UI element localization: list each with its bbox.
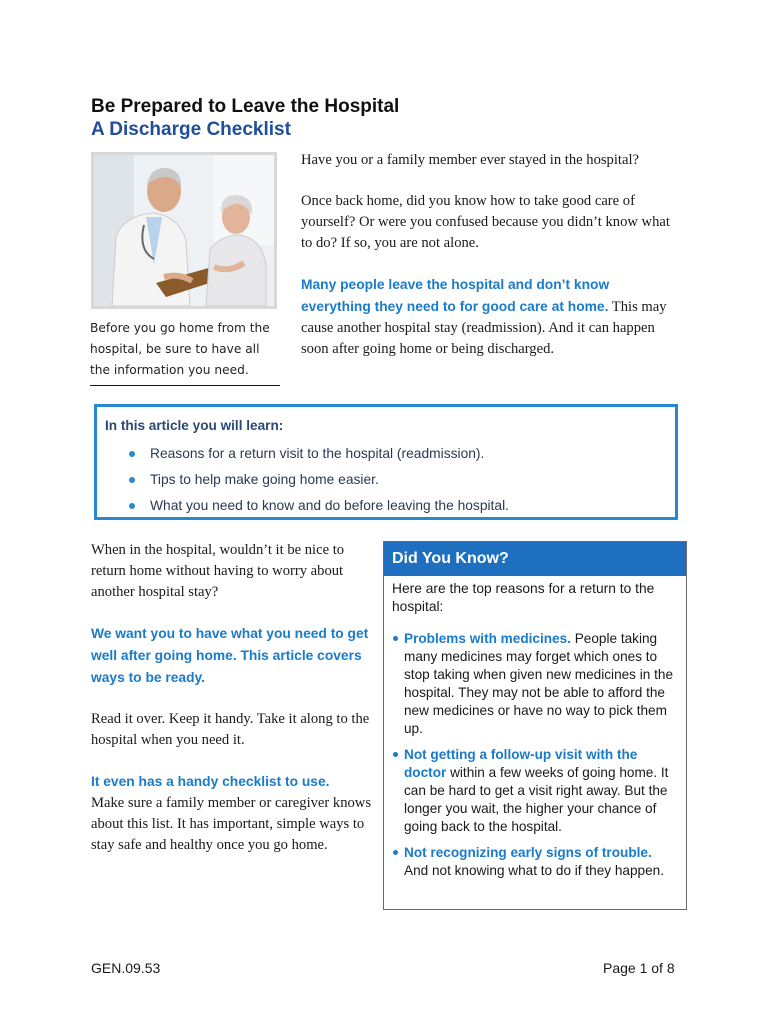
bullet-icon xyxy=(393,636,398,641)
learn-box-title: In this article you will learn: xyxy=(105,418,284,433)
bullet-icon xyxy=(129,503,135,509)
learn-item-text: Reasons for a return visit to the hospital (readmission). xyxy=(150,446,485,461)
page-number: Page 1 of 8 xyxy=(603,960,675,976)
learn-list-item xyxy=(105,441,667,467)
photo-illustration xyxy=(94,155,274,306)
did-you-know-list xyxy=(384,630,686,880)
left-paragraph-2 xyxy=(91,623,373,689)
did-you-know-item xyxy=(392,630,678,738)
reason-highlight: Problems with medicines. xyxy=(404,631,571,646)
reason-text: People taking many medicines may forget which ones to stop taking when given new medicines in the hospital. They may not be able to afford the new medicines or have no way to pick them up. xyxy=(404,631,674,736)
bullet-icon xyxy=(393,752,398,757)
learn-list-item xyxy=(105,467,667,493)
intro-highlight: Many people leave the hospital and don’t know everything they need to for good care at home. xyxy=(301,277,610,314)
document-title: Be Prepared to Leave the Hospital xyxy=(91,96,400,117)
left-paragraph-4-rest: Make sure a family member or caregiver knows about this list. It has important, simple ways to stay safe and healthy once you go home. xyxy=(91,795,372,853)
did-you-know-box xyxy=(383,541,687,910)
left-highlight-2: It even has a handy checklist to use. xyxy=(91,774,330,789)
reason-text: within a few weeks of going home. It can be hard to get a visit right away. But the longer you wait, the higher your chance of going back to the hospital. xyxy=(404,765,669,834)
intro-section xyxy=(301,150,681,360)
bullet-icon xyxy=(129,477,135,483)
reason-highlight: Not recognizing early signs of trouble. xyxy=(404,845,652,860)
reason-text: And not knowing what to do if they happen. xyxy=(404,863,664,878)
did-you-know-title: Did You Know? xyxy=(384,542,686,576)
intro-paragraph-3-rest: This may cause another hospital stay (readmission). And it can happen soon after going home or being discharged. xyxy=(301,299,667,357)
intro-paragraph-1: Have you or a family member ever stayed in the hospital? xyxy=(301,152,639,168)
document-code: GEN.09.53 xyxy=(91,960,161,976)
did-you-know-intro: Here are the top reasons for a return to the hospital: xyxy=(392,581,655,614)
document-subtitle: A Discharge Checklist xyxy=(91,119,291,140)
learn-list xyxy=(105,441,667,519)
did-you-know-item xyxy=(392,746,678,836)
left-paragraph-4 xyxy=(91,771,373,856)
left-column xyxy=(91,540,373,876)
left-paragraph-1: When in the hospital, wouldn’t it be nice to return home without having to worry about another hospital stay? xyxy=(91,542,345,600)
learn-list-item xyxy=(105,493,667,519)
learn-item-text: Tips to help make going home easier. xyxy=(150,472,379,487)
intro-paragraph-2: Once back home, did you know how to take good care of yourself? Or were you confused because you didn’t know what to do? If so, you are not alone. xyxy=(301,193,670,251)
did-you-know-item xyxy=(392,844,678,880)
bullet-icon xyxy=(393,850,398,855)
left-highlight-1: We want you to have what you need to get well after going home. This article covers ways to be ready. xyxy=(91,626,369,685)
left-paragraph-3: Read it over. Keep it handy. Take it along to the hospital when you need it. xyxy=(91,711,370,748)
learn-box xyxy=(94,404,678,520)
intro-paragraph-3 xyxy=(301,274,681,360)
photo-caption: Before you go home from the hospital, be sure to have all the information you need. xyxy=(90,318,280,386)
bullet-icon xyxy=(129,451,135,457)
doctor-patient-photo xyxy=(91,152,277,309)
learn-item-text: What you need to know and do before leaving the hospital. xyxy=(150,498,509,513)
reason-highlight: Not getting a follow-up visit with the doctor xyxy=(404,747,638,780)
